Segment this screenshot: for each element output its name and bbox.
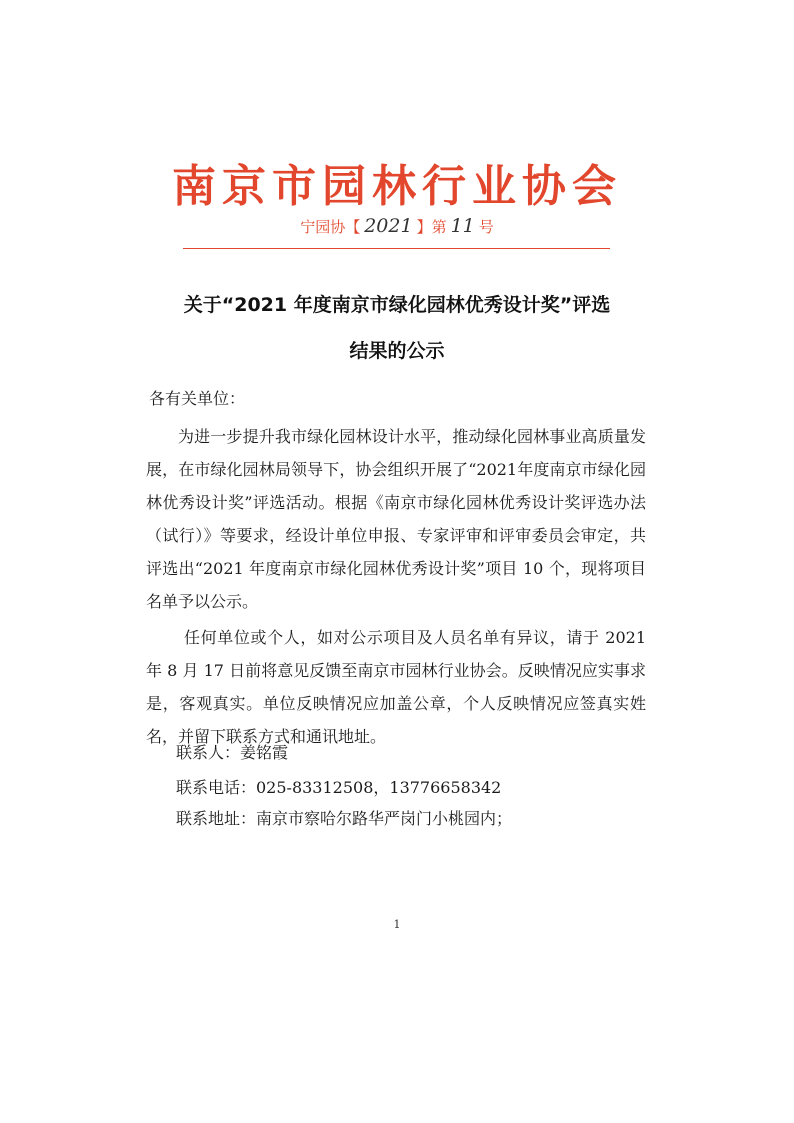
headline-line-1: 关于“2021 年度南京市绿化园林优秀设计奖”评选 <box>183 294 611 316</box>
contact-phone: 联系电话：025-83312508，13776658342 <box>176 778 502 797</box>
document-number <box>0 215 794 237</box>
doc-number-value: 11 <box>450 215 475 237</box>
doc-number-suffix: 号 <box>478 218 494 236</box>
doc-number-prefix: 宁园协【 <box>300 218 361 236</box>
contact-person: 联系人：姜铭霞 <box>176 743 289 762</box>
doc-number-year: 2021 <box>364 215 413 237</box>
document-body <box>146 420 646 756</box>
contact-address: 联系地址：南京市察哈尔路华严岗门小桃园内； <box>176 809 513 828</box>
header-divider <box>183 248 610 249</box>
body-paragraph-2: 任何单位或个人，如对公示项目及人员名单有异议，请于 2021 年 8 月 17 日前将意见反馈至南京市园林行业协会。反映情况应实事求是，客观真实。单位反映情况应加盖公章，个人反映情况应签真实姓名，并留下联系方式和通讯地址。 <box>146 628 646 746</box>
page-number: 1 <box>393 918 401 931</box>
body-paragraph-1: 为进一步提升我市绿化园林设计水平，推动绿化园林事业高质量发展，在市绿化园林局领导下，协会组织开展了“2021年度南京市绿化园林优秀设计奖”评选活动。根据《南京市绿化园林优秀设计奖评选办法（试行）》等要求，经设计单位申报、专家评审和评审委员会审定，共评选出“2021 年度南京市绿化园林优秀设计奖”项目 10 个，现将项目名单予以公示。 <box>146 427 646 611</box>
headline-line-2: 结果的公示 <box>349 340 445 362</box>
doc-number-middle: 】第 <box>416 218 447 236</box>
organization-title: 南京市园林行业协会 <box>172 161 622 212</box>
document-headline <box>60 282 734 374</box>
salutation: 各有关单位： <box>149 389 246 408</box>
